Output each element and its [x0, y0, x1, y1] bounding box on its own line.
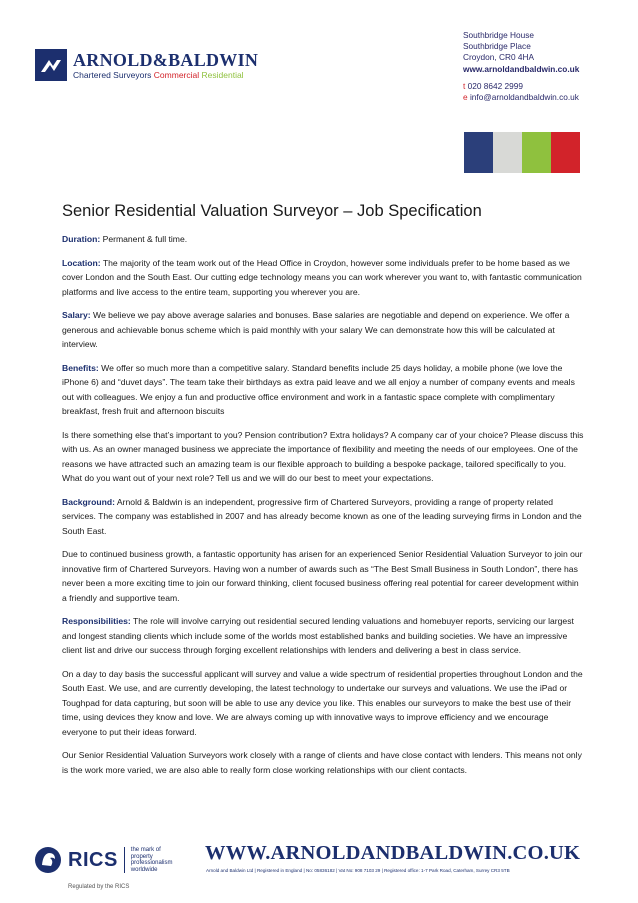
stripe-red [551, 132, 580, 173]
email-address[interactable]: info@arnoldandbaldwin.co.uk [469, 92, 579, 103]
regulated-note: Regulated by the RICS [68, 884, 130, 890]
company-logo [35, 49, 258, 81]
rics-tagline [131, 847, 173, 873]
responsibilities-text: The role will involve carrying out residential secured lending valuations and homebuyer reports, servicing our largest and longest standing clients which include some of the worlds most established banks and building societies. We have an impressive client list and drive our success through forging excellent relationships with lenders and delivering a best in class service. [62, 616, 574, 655]
rics-tagline-line-1: the mark of [130, 847, 161, 853]
address-line-2: Southbridge Place [463, 41, 531, 52]
clients-paragraph: Our Senior Residential Valuation Surveyors work closely with a range of clients and have close contact with lenders. This means not only is the work more varied, we are also able to really form close working relationships with our client contacts. [62, 750, 582, 775]
stripe-green [522, 132, 551, 173]
background-paragraph [62, 495, 584, 539]
phone-line [463, 81, 579, 92]
rics-tagline-line-4: worldwide [130, 866, 158, 873]
background-label: Background: [62, 496, 115, 507]
website-link[interactable]: www.arnoldandbaldwin.co.uk [463, 63, 580, 74]
stripe-grey [493, 132, 522, 173]
page-title: Senior Residential Valuation Surveyor – Job Specification [62, 202, 482, 220]
benefits-paragraph [62, 361, 584, 419]
rics-divider [124, 847, 125, 873]
job-spec-body [62, 200, 584, 786]
email-label: e [463, 92, 468, 103]
rics-tagline-line-3: professionalism [130, 860, 173, 866]
location-paragraph [62, 256, 584, 300]
rics-lion-icon [33, 845, 63, 875]
footer-website-link[interactable]: WWW.ARNOLDANDBALDWIN.CO.UK [205, 842, 581, 864]
duration-paragraph [62, 232, 584, 247]
logo-tagline-chartered: Chartered Surveyors [73, 69, 152, 80]
rics-tagline-line-2: property [130, 853, 153, 860]
location-label: Location: [62, 257, 101, 268]
company-address [463, 30, 579, 103]
logo-mark-icon [35, 49, 67, 81]
brand-stripes [464, 132, 580, 173]
location-text: The majority of the team work out of the Head Office in Croydon, however some individuals prefer to be home based as we cover London and the South East. Our cutting edge technology means you can work wherever you want to, with fantastic communication platforms and live access to the entire team, supporting you wherever you are. [62, 257, 582, 297]
daytoday-paragraph: On a day to day basis the successful applicant will survey and value a wide spectrum of residential properties throughout London and the South East. We use, and are currently developing, the latest technology to undertake our surveys and valuations. We use the iPad or Toughpad for data capturing, but soon will be able to use any device you like. This enables our surveyors to make the best use of their time, using devices they know and love. We are always coming up with innovative ways to improve efficiency and we encourage everyone to put their ideas forward. [62, 668, 583, 737]
logo-tagline-residential: Residential [201, 69, 244, 80]
salary-paragraph [62, 308, 584, 352]
email-line [463, 92, 579, 103]
page-footer [0, 836, 638, 903]
rics-logo [33, 845, 172, 875]
responsibilities-paragraph [62, 614, 584, 658]
logo-tagline-commercial: Commercial [153, 69, 200, 80]
phone-number[interactable]: 020 8642 2999 [467, 80, 523, 91]
phone-label: t [463, 80, 466, 91]
address-line-1: Southbridge House [463, 30, 535, 40]
duration-label: Duration: [62, 234, 101, 244]
stripe-navy [464, 132, 493, 173]
logo-name: ARNOLD&BALDWIN [73, 49, 259, 70]
logo-tagline [73, 70, 258, 81]
salary-label: Salary: [62, 310, 91, 320]
benefits-text: We offer so much more than a competitive salary. Standard benefits include 25 days holiday, a mobile phone (we love the iPhone 6) and “duvet days”. The team take their birthdays as extra paid leave and we all enjoy a number of company events and meals out with colleagues. We enjoy a fun and productive office environment and work in a fantastic space complete with complimentary breakfast, fresh fruit and afternoon biscuits [62, 362, 575, 416]
growth-paragraph: Due to continued business growth, a fantastic opportunity has arisen for an experienced Senior Residential Valuation Surveyor to join our innovative firm of Chartered Surveyors. Having won a number of awards such as “The Best Small Business in South London”, there has never been a more exciting time to join our forward thinking, client focused business offering real potential for career development within a friendly and supportive team. [62, 549, 583, 603]
benefits-label: Benefits: [62, 362, 99, 373]
responsibilities-label: Responsibilities: [62, 616, 131, 626]
rics-wordmark: RICS [68, 848, 118, 871]
background-text: Arnold & Baldwin is an independent, progressive firm of Chartered Surveyors, providing a range of property related services. The company was established in 2007 and has already become known as one of the leading surveying firms in London and the South East. [62, 496, 582, 536]
footer-legal-text: Arnold and Baldwin Ltd | Registered in England | No: 05836182 | Vat No: 908 7103 29 | Registered office: 1-7 Park Road, Caterham, Surrey CR3 5TB [206, 868, 510, 873]
salary-text: We believe we pay above average salaries and bonuses. Base salaries are negotiable and depend on experience. We offer a generous and achievable bonus scheme which is paid monthly with your salary We can demonstrate how this will be calculated at interview. [62, 310, 570, 349]
address-line-3: Croydon, CR0 4HA [463, 52, 535, 63]
duration-text: Permanent & full time. [100, 234, 188, 244]
important-paragraph: Is there something else that’s important to you? Pension contribution? Extra holidays? A company car of your choice? Please discuss this with us. As an owner managed business we appreciate the importance of flexibility and meeting the needs of our employees. One of the reasons we have attracted such an amazing team is our flexible approach to building a bespoke package, tailored specifically to you. What do you want out of your next role? Tell us and we will do our best to meet your expectations. [62, 429, 584, 483]
